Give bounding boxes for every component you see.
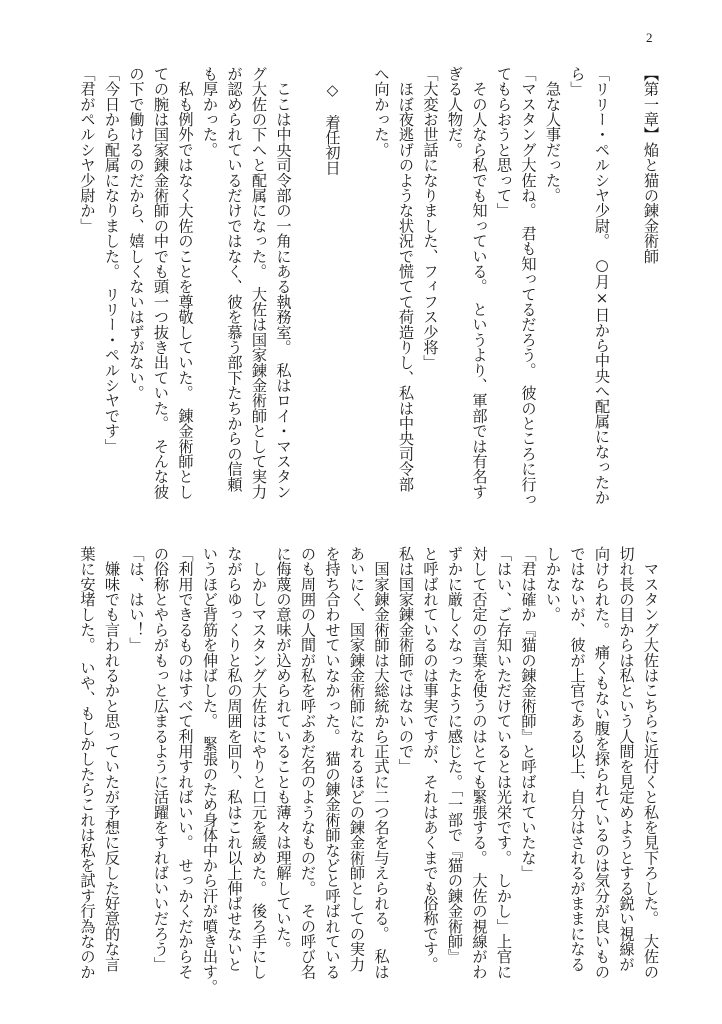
text-line: 葉に安堵した。 いや、もしかしたらこれは私を試す行為なのか — [78, 546, 97, 980]
text-line: 「君がペルシヤ少尉か」 — [78, 66, 97, 234]
text-line: 私は国家錬金術師ではないので」 — [397, 546, 415, 774]
text-line: に侮蔑の意味が込められていることも薄々は理解していた。 — [274, 546, 293, 957]
text-line — [345, 66, 370, 498]
text-line: のも周囲の人間が私を呼ぶあだ名のようなものだ。 その呼び名 — [299, 546, 317, 980]
text-line: 対して否定の言葉を使うのはとても緊張する。 大佐の視線がわ — [470, 546, 489, 980]
chapter-heading: 【第一章】焔と猫の錬金術師 — [642, 66, 660, 264]
text-line: を持ち合わせていなかった。 猫の錬金術師などと呼ばれている — [323, 546, 342, 980]
text-line: しかしマスタング大佐はにやりと口元を緩めた。 後ろ手にし — [250, 546, 268, 980]
text-line: 「マスタング大佐ね。 君も知ってるだろう。 彼のところに行っ — [519, 66, 538, 507]
text-line: 私も例外ではなく大佐のことを尊敬していた。 錬金術師とし — [176, 66, 195, 500]
text-line: も厚かった。 — [201, 66, 219, 158]
text-line: ながらゆっくりと私の周囲を回り、私はこれ以上伸ばせないと — [225, 546, 244, 972]
page-number: 2 — [646, 30, 653, 45]
text-line: 嫌味でも言われるかと思っていたが予想に反した好意的な言 — [103, 546, 121, 972]
text-line: 「はい、ご存知いただけているとは光栄です。 しかし」上官に — [495, 546, 513, 980]
text-line: あいにく、国家錬金術師になれるほどの錬金術師としての実力 — [348, 546, 366, 972]
text-line: 「は、はい！」 — [127, 546, 146, 653]
top-text-block — [75, 66, 663, 507]
text-line: てもらおうと思って」 — [495, 66, 513, 218]
text-line: が認められているだけではなく、彼を慕う部下たちからの信頼 — [225, 66, 244, 492]
text-line: ずかに厳しくなったように感じた。「一部で『猫の錬金術師』 — [446, 546, 464, 964]
text-line: 「今日から配属になりました。 リリー・ペルシヤです」 — [103, 66, 121, 454]
text-line — [614, 66, 639, 498]
text-line: ほぼ夜逃げのような状況で慌てて荷造りし、私は中央司令部 — [397, 66, 415, 492]
text-line: マスタング大佐はこちらに近付くと私を見下ろした。 大佐の — [642, 546, 660, 980]
text-line: ぎる人物だ。 — [446, 66, 464, 158]
text-line: 「利用できるものはすべて利用すればいい。 せっかくだからそ — [176, 546, 195, 980]
text-line: その人なら私でも知っている。 というより、軍部では有名す — [470, 66, 489, 500]
text-line: 国家錬金術師は大総統から正式に二つ名を与えられる。 私は — [372, 546, 391, 980]
text-line: 急な人事だった。 — [544, 66, 562, 203]
text-line: へ向かった。 — [372, 66, 391, 158]
text-line: ではないが、彼が上官である以上、自分はされるがままになる — [568, 546, 587, 972]
text-line: いうほど背筋を伸ばした。 緊張のため身体中から汗が噴き出す。 — [201, 546, 219, 995]
text-line: ら」 — [568, 66, 587, 97]
text-line: 「大変お世話になりました、フィフス少将」 — [421, 66, 440, 370]
text-line: の俗称とやらがもっと広まるように活躍をすればいいだろう」 — [152, 546, 170, 972]
bottom-text-block — [75, 546, 663, 995]
text-line: ての腕は国家錬金術師の中でも頭一つ抜き出ていた。 そんな彼 — [152, 66, 170, 500]
text-line: ここは中央司令部の一角にある執務室。 私はロイ・マスタン — [274, 66, 293, 500]
text-line: グ大佐の下へと配属になった。 大佐は国家錬金術師として実力 — [250, 66, 268, 500]
text-line — [296, 66, 321, 498]
text-line: 「君は確か『猫の錬金術師』と呼ばれていたな」 — [519, 546, 538, 881]
text-line: 切れ長の目からは私という人間を見定めようとする鋭い視線が — [617, 546, 636, 972]
text-line: と呼ばれているのは事実ですが、それはあくまでも俗称です。 — [421, 546, 440, 972]
section-heading: ◇ 着任初日 — [323, 66, 342, 176]
text-line: の下で働けるのだから、嬉しくないはずがない。 — [127, 66, 146, 401]
text-line: しかない。 — [544, 546, 562, 622]
text-line: 向けられた。 痛くもない腹を探られているのは気分が良いもの — [593, 546, 611, 980]
text-line: 「リリー・ペルシヤ少尉。 ○月×日から中央へ配属になったか — [593, 66, 611, 505]
